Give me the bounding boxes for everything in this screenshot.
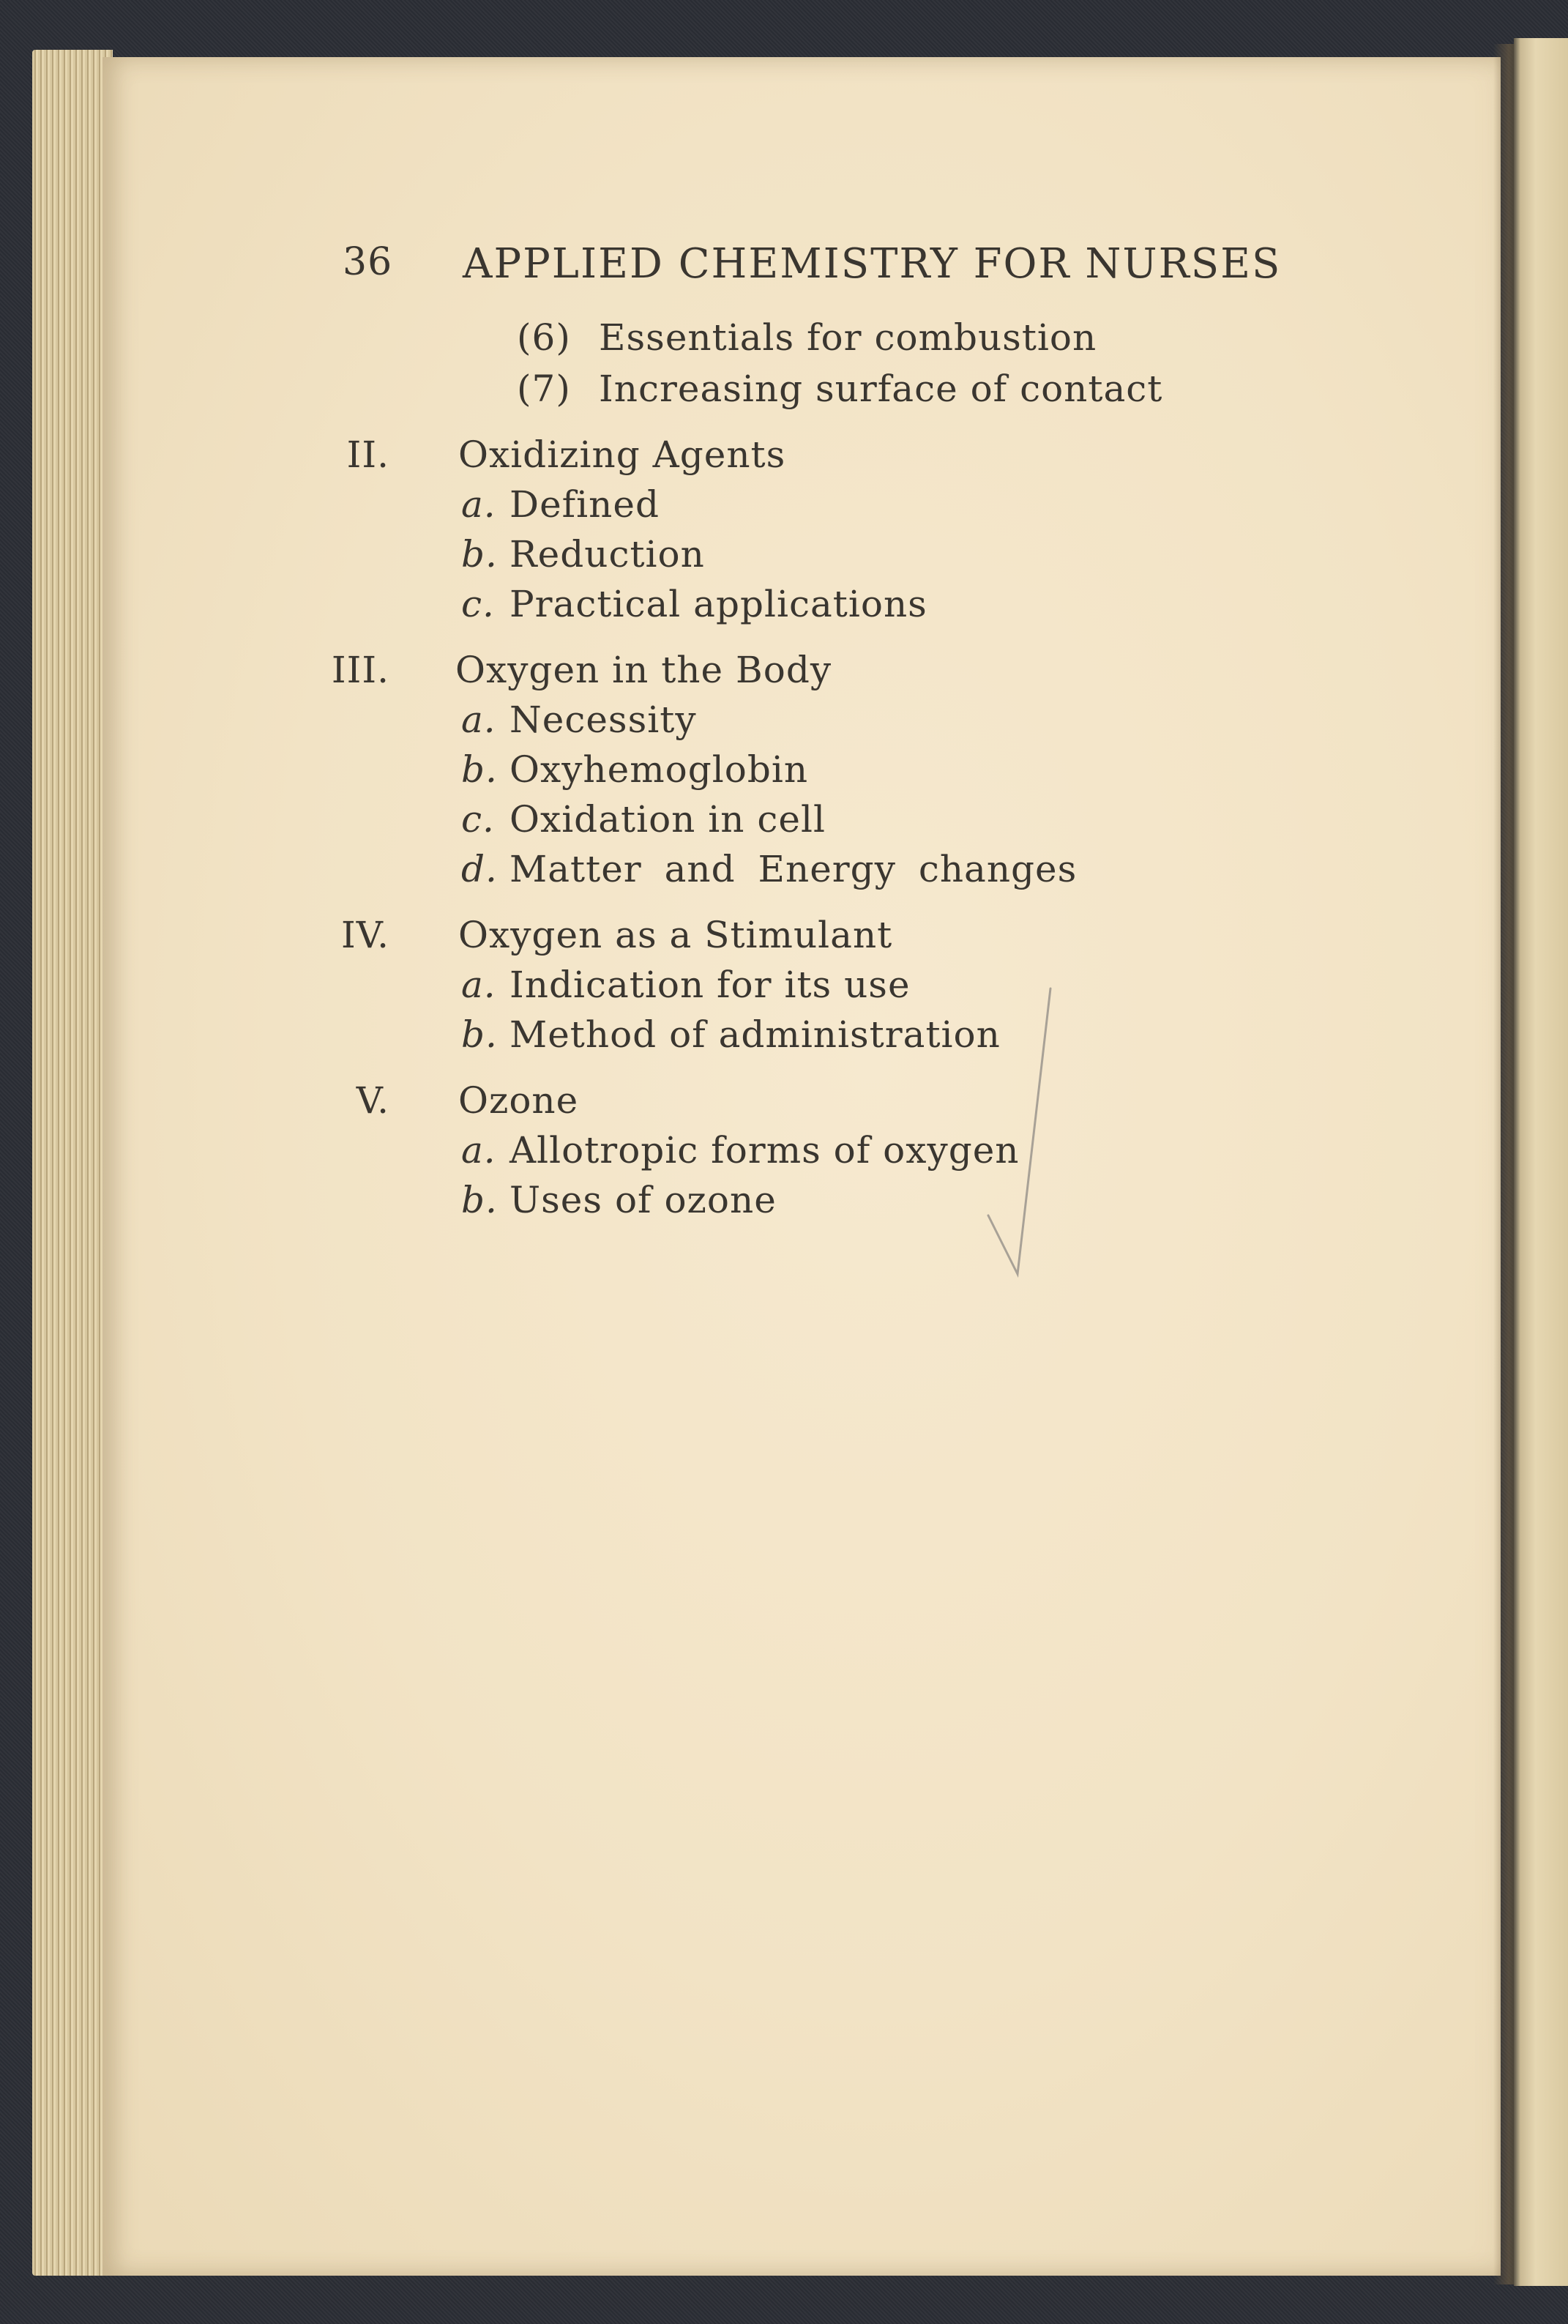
list-item-text: Increasing surface of contact: [599, 368, 1163, 410]
item-text: Indication for its use: [509, 964, 911, 1006]
section-numeral: V.: [356, 1079, 389, 1122]
book-gutter: [1493, 44, 1515, 2284]
item-text: Practical applications: [509, 583, 927, 625]
list-item-number: (6): [517, 316, 571, 359]
pencil-check-mark: [974, 974, 1061, 1289]
item-text: Allotropic forms of oxygen: [509, 1129, 1020, 1172]
item-letter: a.: [461, 964, 496, 1006]
item-text: Uses of ozone: [509, 1179, 777, 1221]
next-page-edge: [1514, 38, 1568, 2286]
item-text: Reduction: [509, 533, 705, 576]
section-numeral: IV.: [340, 914, 389, 956]
item-text: Necessity: [509, 699, 697, 741]
running-title: APPLIED CHEMISTRY FOR NURSES: [463, 240, 1282, 288]
item-letter: b.: [461, 1179, 498, 1221]
section-numeral: III.: [331, 649, 389, 691]
item-text: Oxidation in cell: [509, 798, 826, 841]
item-letter: a.: [461, 1129, 496, 1172]
item-text: Defined: [509, 483, 660, 526]
item-letter: d.: [461, 848, 498, 890]
section-title: Oxygen in the Body: [455, 649, 832, 691]
section-title: Oxidizing Agents: [458, 433, 786, 476]
item-letter: a.: [461, 699, 496, 741]
item-letter: b.: [461, 748, 498, 791]
section-title: Ozone: [458, 1079, 579, 1122]
list-item-number: (7): [517, 368, 571, 410]
item-letter: a.: [461, 483, 496, 526]
page-edges: [32, 50, 113, 2276]
item-letter: c.: [461, 798, 495, 841]
item-text: Method of administration: [509, 1013, 1001, 1056]
item-text: Matter and Energy changes: [509, 848, 1078, 890]
list-item-text: Essentials for combustion: [599, 316, 1097, 359]
section-numeral: II.: [346, 433, 389, 476]
item-letter: b.: [461, 1013, 498, 1056]
section-title: Oxygen as a Stimulant: [458, 914, 893, 956]
item-letter: b.: [461, 533, 498, 576]
page-number: 36: [343, 240, 393, 284]
item-letter: c.: [461, 583, 495, 625]
item-text: Oxyhemoglobin: [509, 748, 809, 791]
